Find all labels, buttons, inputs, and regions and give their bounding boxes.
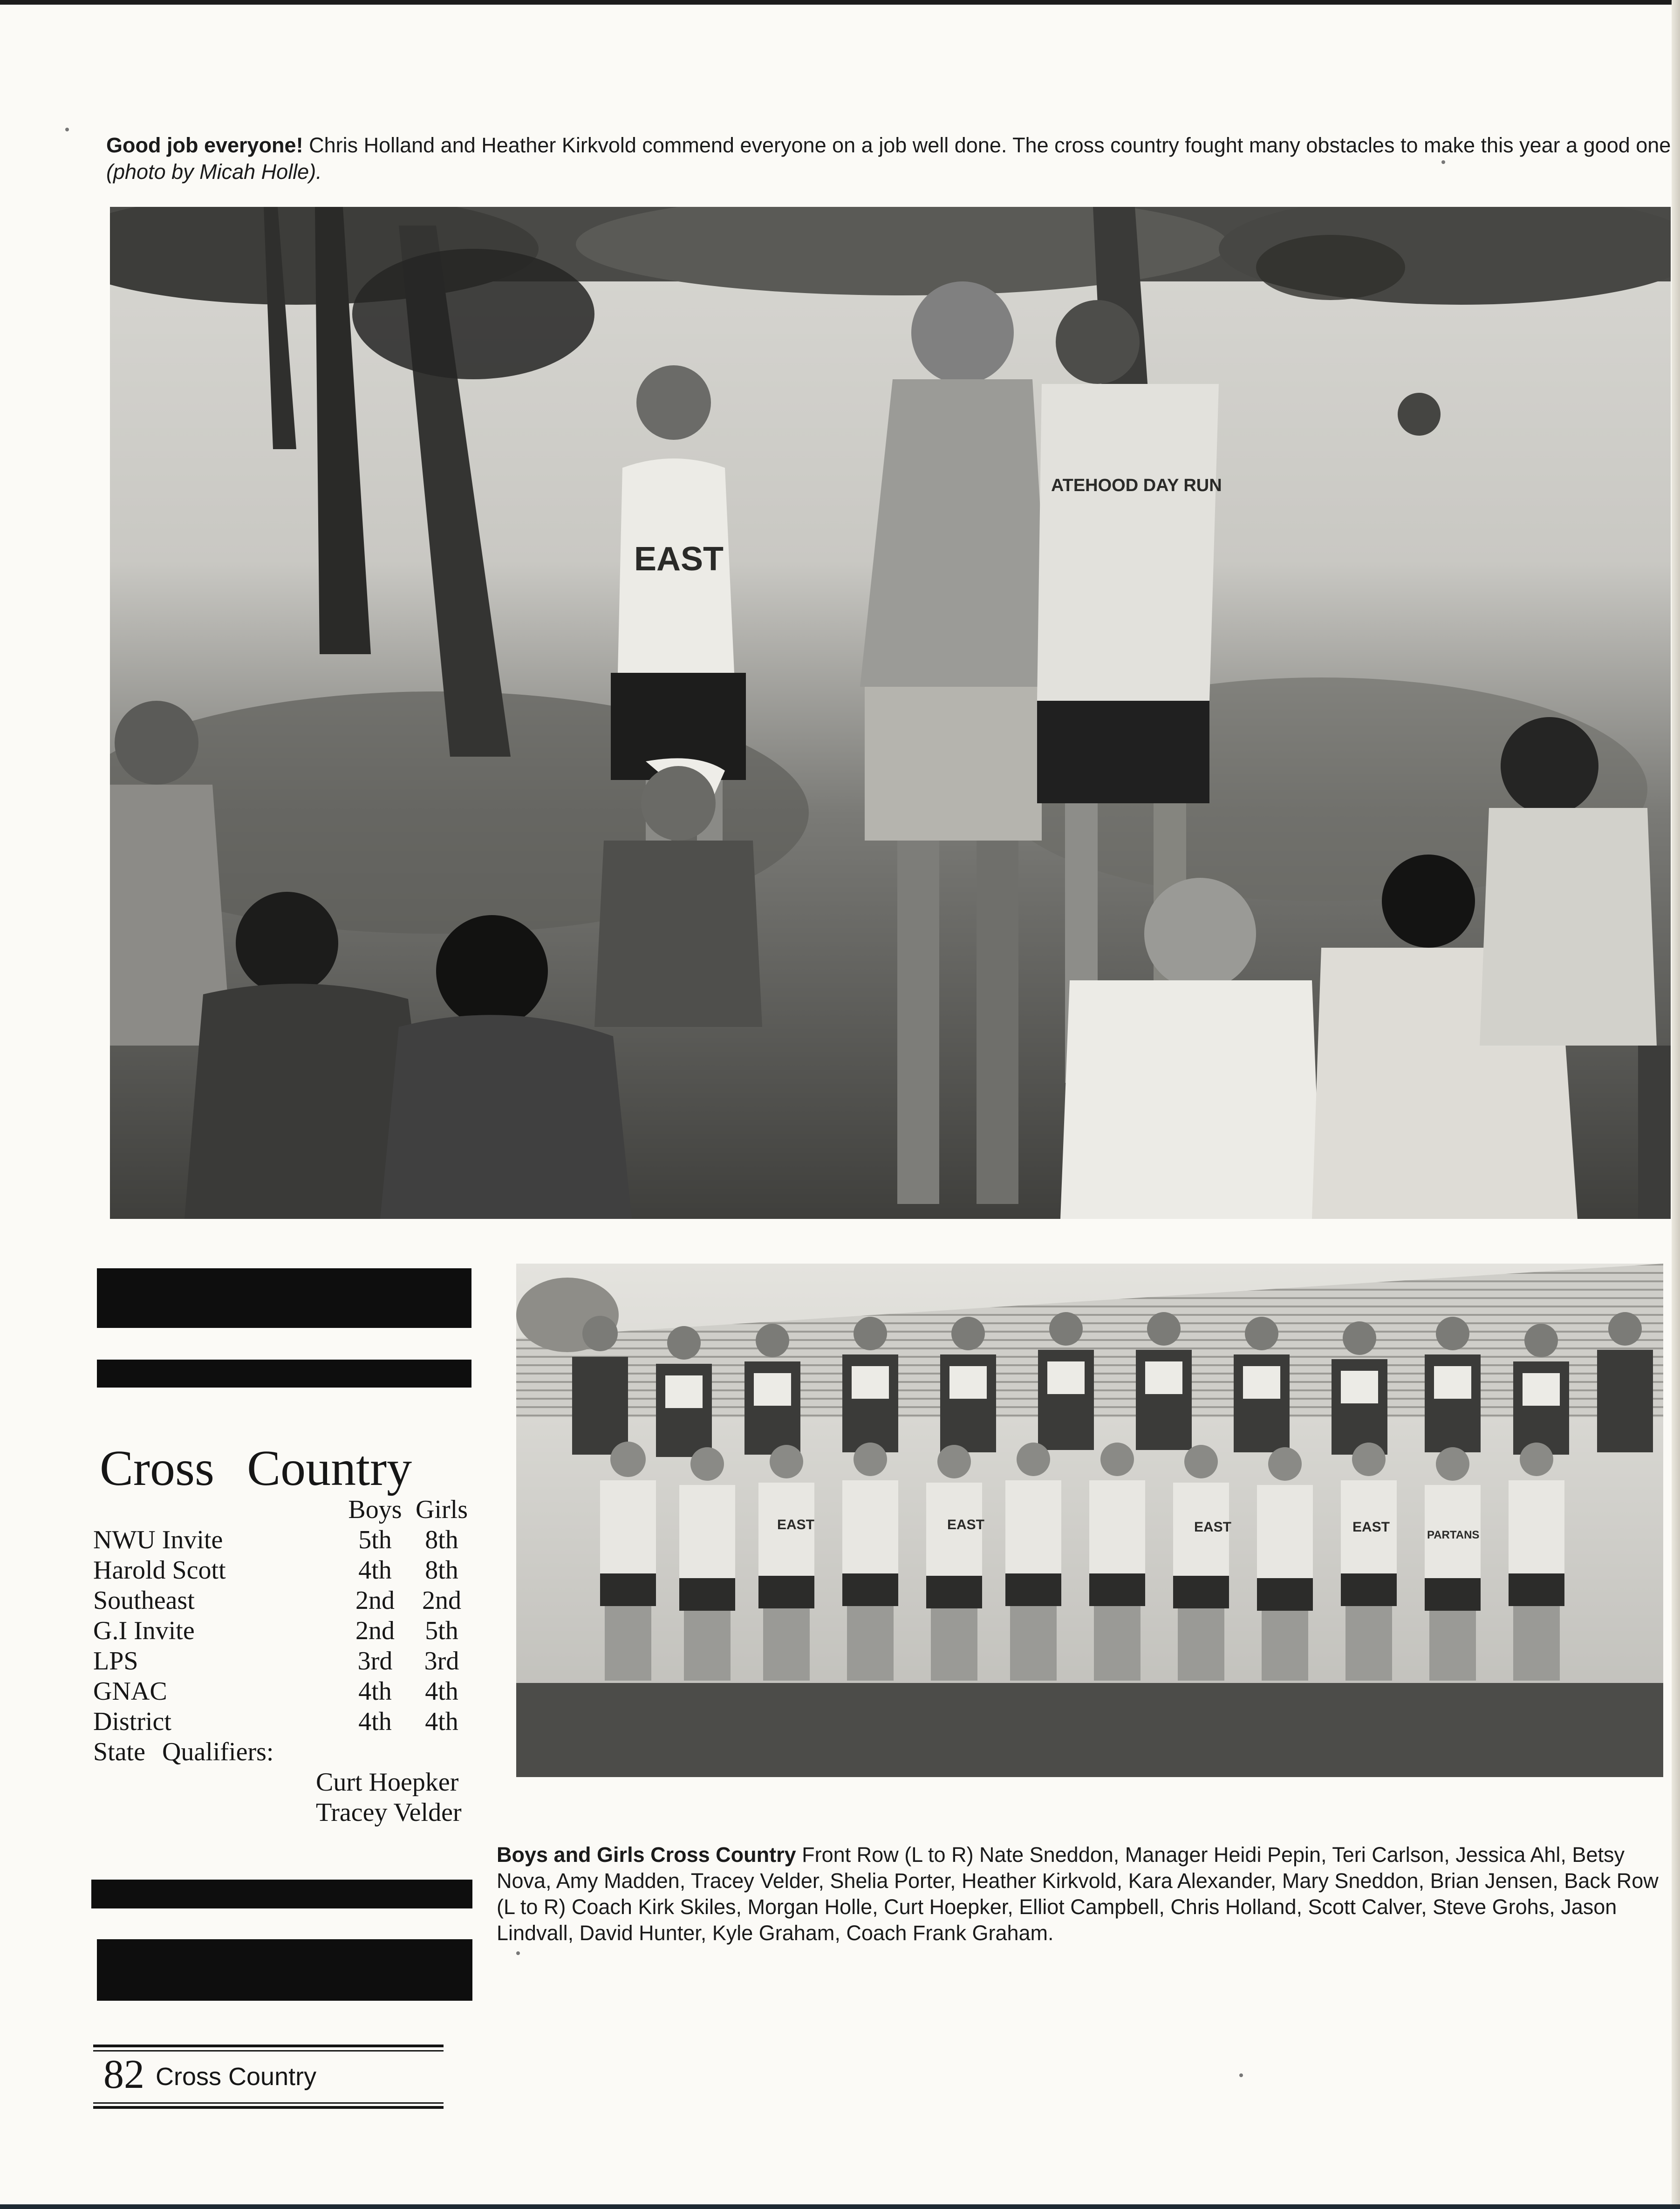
section-title-word-1: Cross xyxy=(100,1441,215,1496)
results-row xyxy=(93,1646,494,1676)
team-group-photo xyxy=(516,1264,1663,1777)
results-row xyxy=(93,1586,494,1616)
team-jersey-text-5: PARTANS xyxy=(1427,1529,1480,1541)
decorative-bar-3 xyxy=(91,1880,472,1908)
top-caption-body: Chris Holland and Heather Kirkvold commend everyone on a job well done. The cross country fought many obstacles to make this year a good one xyxy=(303,133,1671,157)
footer-rule-top xyxy=(93,2045,444,2047)
girls-place: 8th xyxy=(425,1525,458,1554)
print-speck xyxy=(1239,2073,1243,2077)
bottom-border xyxy=(0,2204,1680,2209)
boys-place: 4th xyxy=(358,1677,392,1706)
results-row xyxy=(93,1616,494,1646)
top-caption-lead: Good job everyone! xyxy=(106,133,303,157)
top-border xyxy=(0,0,1680,5)
meet-name: NWU Invite xyxy=(93,1525,223,1554)
top-caption-credit: (photo by Micah Holle). xyxy=(106,160,322,184)
decorative-bar-2 xyxy=(97,1360,471,1388)
boys-place: 2nd xyxy=(355,1586,395,1615)
team-jersey-text-3: EAST xyxy=(1194,1519,1232,1535)
main-shirt-text-2: ATEHOOD DAY RUN xyxy=(1051,476,1222,495)
section-title-word-2: Country xyxy=(247,1441,412,1496)
results-row xyxy=(93,1707,494,1737)
results-row xyxy=(93,1555,494,1586)
meet-results xyxy=(93,1495,494,1828)
decorative-bar-4 xyxy=(97,1939,472,2001)
meet-name: GNAC xyxy=(93,1677,167,1706)
boys-place: 2nd xyxy=(355,1616,395,1645)
team-jersey-text-2: EAST xyxy=(947,1517,985,1532)
meet-name: Southeast xyxy=(93,1586,195,1615)
state-qualifier-name: Tracey Velder xyxy=(316,1798,462,1827)
team-jersey-text-4: EAST xyxy=(1352,1519,1390,1535)
page-footer xyxy=(103,2051,316,2098)
girls-place: 4th xyxy=(425,1707,458,1736)
print-speck xyxy=(516,1951,520,1955)
results-row xyxy=(93,1676,494,1707)
print-speck xyxy=(65,128,69,131)
boys-place: 3rd xyxy=(357,1647,393,1676)
decorative-bar-1 xyxy=(97,1268,471,1328)
team-photo-caption xyxy=(497,1842,1671,1946)
footer-rule-bottom xyxy=(93,2106,444,2109)
page-number: 82 xyxy=(103,2052,144,2097)
boys-place: 4th xyxy=(358,1707,392,1736)
girls-column-header: Girls xyxy=(416,1495,468,1524)
team-caption-lead: Boys and Girls Cross Country xyxy=(497,1843,796,1867)
meet-name: G.I Invite xyxy=(93,1616,195,1645)
footer-section-name: Cross Country xyxy=(156,2063,317,2091)
main-team-photo xyxy=(110,207,1671,1219)
team-caption-body: Front Row (L to R) Nate Sneddon, Manager Heidi Pepin, Teri Carlson, Jessica Ahl, Betsy Nova, Amy Madden, Tracey Velder, Shelia Porter, Heather Kirkvold, Kara Alexander, Mary Sneddon, Brian Jensen, Back Row (L to R) Coach Kirk Skiles, Morgan Holle, Curt Hoepker, Elliot Campbell, Chris Holland, Scott Calver, Steve Grohs, Jason Lindvall, David Hunter, Kyle Graham, Coach Frank Graham. xyxy=(497,1843,1659,1945)
boys-place: 4th xyxy=(358,1556,392,1585)
girls-place: 4th xyxy=(425,1677,458,1706)
top-photo-caption xyxy=(106,132,1672,185)
team-photo-image xyxy=(516,1264,1663,1777)
main-photo-image xyxy=(110,207,1671,1219)
state-qualifier-name: Curt Hoepker xyxy=(316,1768,459,1797)
girls-place: 2nd xyxy=(422,1586,461,1615)
main-shirt-text: EAST xyxy=(634,540,724,578)
state-qualifiers-label: State Qualifiers: xyxy=(93,1737,274,1766)
team-jersey-text-1: EAST xyxy=(777,1517,815,1532)
boys-place: 5th xyxy=(358,1525,392,1554)
girls-place: 3rd xyxy=(424,1647,459,1676)
results-header xyxy=(93,1495,494,1525)
section-title xyxy=(100,1440,412,1498)
boys-column-header: Boys xyxy=(348,1495,402,1524)
print-speck xyxy=(1441,160,1445,164)
results-row xyxy=(93,1525,494,1555)
page-edge-shadow xyxy=(1672,0,1680,2209)
meet-name: Harold Scott xyxy=(93,1556,226,1585)
girls-place: 8th xyxy=(425,1556,458,1585)
meet-name: District xyxy=(93,1707,171,1736)
footer-rule-bottom-thin xyxy=(93,2102,444,2104)
girls-place: 5th xyxy=(425,1616,458,1645)
meet-name: LPS xyxy=(93,1647,138,1676)
